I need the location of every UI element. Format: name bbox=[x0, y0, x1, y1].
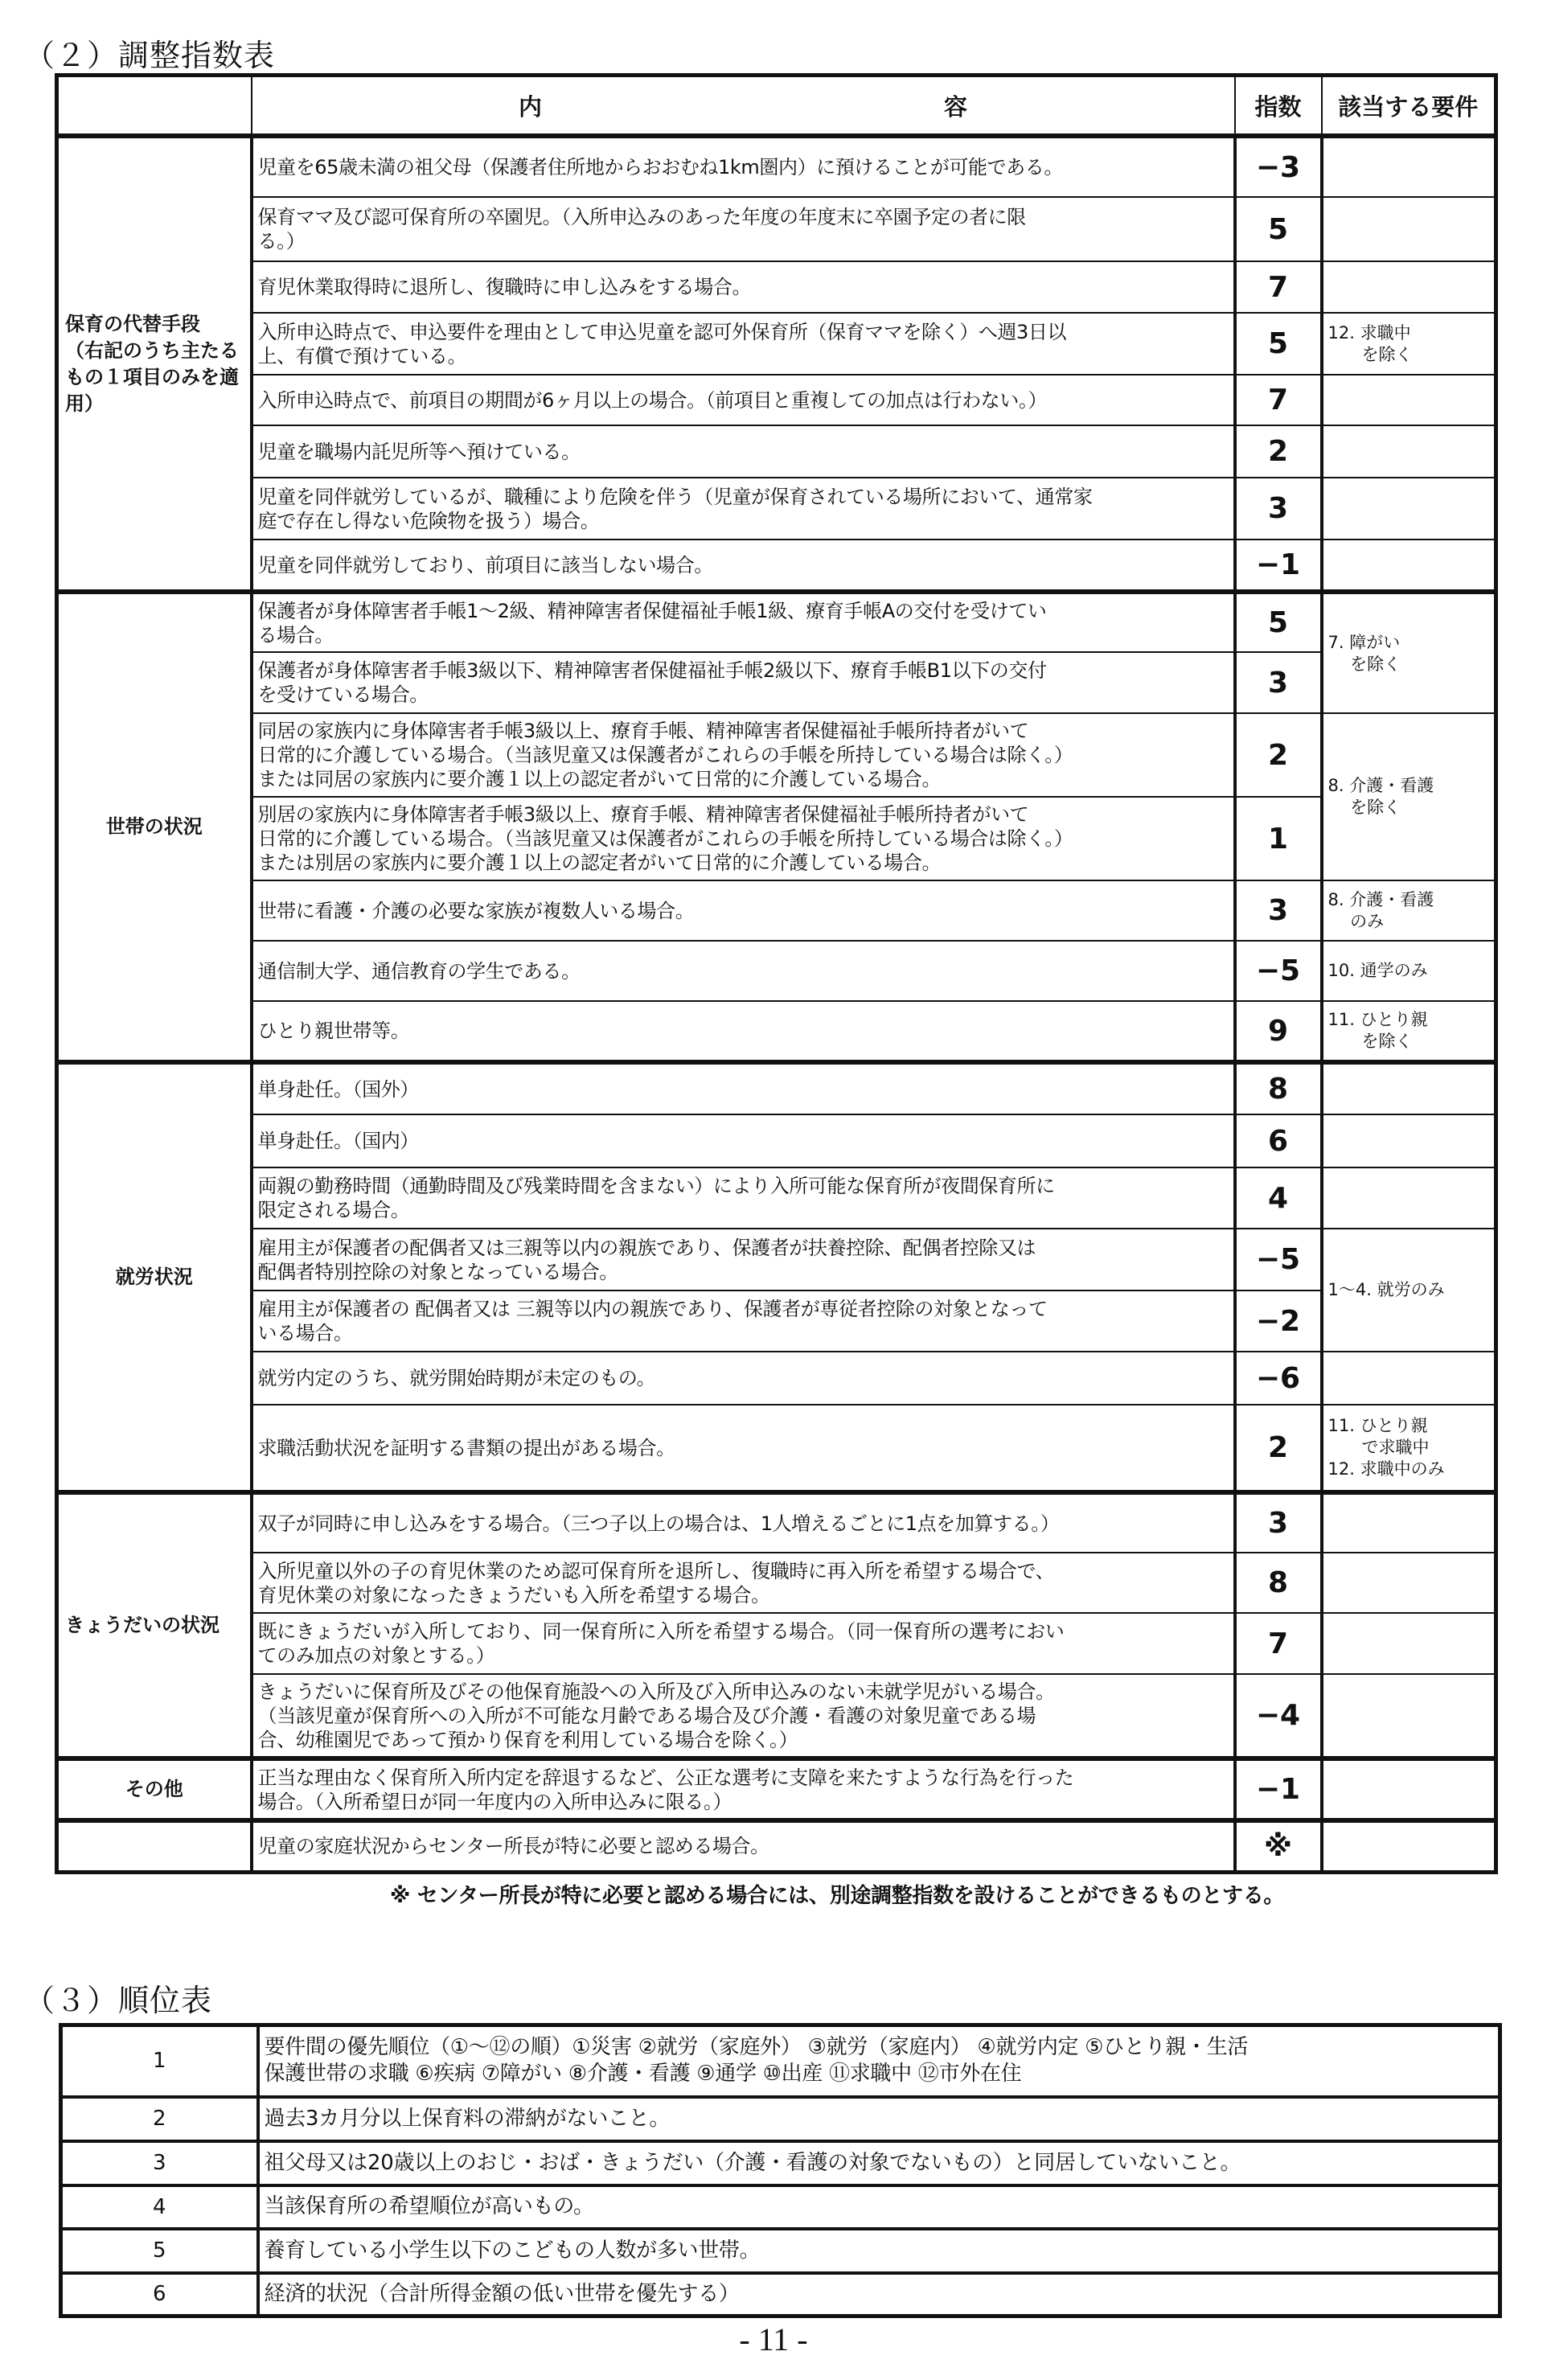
table-row bbox=[57, 1291, 1496, 1352]
row-index: 1 bbox=[1235, 797, 1322, 880]
table-row bbox=[57, 197, 1496, 261]
table-row bbox=[57, 1167, 1496, 1229]
row-content: 世帯に看護・介護の必要な家族が複数人いる場合。 bbox=[252, 880, 1235, 941]
table-row bbox=[57, 1405, 1496, 1492]
row-requirement bbox=[1322, 1352, 1496, 1405]
row-index: −4 bbox=[1235, 1674, 1322, 1758]
row-index: −1 bbox=[1235, 1758, 1322, 1820]
row-index: 3 bbox=[1235, 1492, 1322, 1553]
row-index: 7 bbox=[1235, 375, 1322, 425]
table-row bbox=[57, 261, 1496, 313]
row-content: 児童を職場内託児所等へ預けている。 bbox=[252, 425, 1235, 478]
row-index: 8 bbox=[1235, 1553, 1322, 1613]
row-content: 既にきょうだいが入所しており、同一保育所に入所を希望する場合。（同一保育所の選考におい てのみ加点の対象とする。） bbox=[252, 1613, 1235, 1674]
row-index: 5 bbox=[1235, 313, 1322, 375]
row-index: −5 bbox=[1235, 941, 1322, 1001]
table-row bbox=[61, 2273, 1500, 2316]
header-category bbox=[57, 76, 252, 137]
table-row bbox=[57, 713, 1496, 797]
row-content: 児童を同伴就労しているが、職種により危険を伴う（児童が保育されている場所において、通常家 庭で存在し得ない危険物を扱う）場合。 bbox=[252, 478, 1235, 540]
row-requirement: 8. 介護・看護 のみ bbox=[1322, 880, 1496, 941]
row-content: 保護者が身体障害者手帳3級以下、精神障害者保健福祉手帳2級以下、療育手帳B1以下の交付 を受けている場合。 bbox=[252, 652, 1235, 713]
row-index: 5 bbox=[1235, 592, 1322, 652]
row-content: 児童を65歳未満の祖父母（保護者住所地からおおむね1km圏内）に預けることが可能である。 bbox=[252, 136, 1235, 197]
table-row bbox=[57, 425, 1496, 478]
row-content: 別居の家族内に身体障害者手帳3級以上、療育手帳、精神障害者保健福祉手帳所持者がいて 日常的に介護している場合。（当該児童又は保護者がこれらの手帳を所持している場合は除く。） または別居の家族内に要介護１以上の認定者がいて日常的に介護している場合。 bbox=[252, 797, 1235, 880]
row-content: 単身赴任。（国外） bbox=[252, 1062, 1235, 1114]
row-requirement: 1～4. 就労のみ bbox=[1322, 1229, 1496, 1352]
adjustment-index-table bbox=[55, 73, 1498, 1874]
row-requirement bbox=[1322, 1114, 1496, 1167]
table-row bbox=[57, 375, 1496, 425]
table-row bbox=[57, 797, 1496, 880]
row-index: 5 bbox=[1235, 197, 1322, 261]
row-requirement bbox=[1322, 1167, 1496, 1229]
rank-number: 6 bbox=[61, 2273, 258, 2316]
row-content: きょうだいに保育所及びその他保育施設への入所及び入所申込みのない未就学児がいる場合。 （当該児童が保育所への入所が不可能な月齢である場合及び介護・看護の対象児童である場 合、幼稚園児であって預かり保育を利用している場合を除く。） bbox=[252, 1674, 1235, 1758]
header-content bbox=[252, 76, 1235, 137]
category-household: 世帯の状況 bbox=[57, 592, 252, 1062]
rank-text: 過去3カ月分以上保育料の滞納がないこと。 bbox=[258, 2097, 1500, 2141]
row-requirement bbox=[1322, 136, 1496, 197]
rank-table bbox=[59, 2023, 1502, 2318]
row-index: ※ bbox=[1235, 1820, 1322, 1872]
row-content: 児童を同伴就労しており、前項目に該当しない場合。 bbox=[252, 540, 1235, 592]
row-requirement bbox=[1322, 1758, 1496, 1820]
table-row bbox=[57, 941, 1496, 1001]
table-row bbox=[57, 1553, 1496, 1613]
table-row bbox=[57, 1613, 1496, 1674]
header-requirement: 該当する要件 bbox=[1322, 76, 1496, 137]
table-row bbox=[57, 652, 1496, 713]
header-content-right: 容 bbox=[944, 92, 968, 121]
row-requirement bbox=[1322, 1820, 1496, 1872]
table-row bbox=[57, 1758, 1496, 1820]
row-requirement bbox=[1322, 478, 1496, 540]
row-content: 入所児童以外の子の育児休業のため認可保育所を退所し、復職時に再入所を希望する場合で、 育児休業の対象になったきょうだいも入所を希望する場合。 bbox=[252, 1553, 1235, 1613]
table-row bbox=[57, 1062, 1496, 1114]
row-index: −5 bbox=[1235, 1229, 1322, 1291]
rank-number: 1 bbox=[61, 2025, 258, 2097]
table-row bbox=[57, 478, 1496, 540]
row-requirement: 10. 通学のみ bbox=[1322, 941, 1496, 1001]
row-content: 入所申込時点で、申込要件を理由として申込児童を認可外保育所（保育ママを除く）へ週3日以 上、有償で預けている。 bbox=[252, 313, 1235, 375]
row-index: 8 bbox=[1235, 1062, 1322, 1114]
row-index: −3 bbox=[1235, 136, 1322, 197]
row-requirement: 12. 求職中 を除く bbox=[1322, 313, 1496, 375]
row-content: 保護者が身体障害者手帳1～2級、精神障害者保健福祉手帳1級、療育手帳Aの交付を受けてい る場合。 bbox=[252, 592, 1235, 652]
row-content: 就労内定のうち、就労開始時期が未定のもの。 bbox=[252, 1352, 1235, 1405]
row-index: 6 bbox=[1235, 1114, 1322, 1167]
row-index: 2 bbox=[1235, 1405, 1322, 1492]
category-siblings: きょうだいの状況 bbox=[57, 1492, 252, 1758]
row-requirement bbox=[1322, 197, 1496, 261]
table-row bbox=[57, 136, 1496, 197]
category-childcare-alternative: 保育の代替手段 （右記のうち主たるもの１項目のみを適用） bbox=[57, 136, 252, 592]
table-row bbox=[57, 1001, 1496, 1062]
table-row bbox=[61, 2141, 1500, 2185]
row-index: 4 bbox=[1235, 1167, 1322, 1229]
table-header-row bbox=[57, 76, 1496, 137]
header-index: 指数 bbox=[1235, 76, 1322, 137]
section-title-rank: （３）順位表 bbox=[24, 1983, 213, 2018]
row-content: 雇用主が保護者の 配偶者又は 三親等以内の親族であり、保護者が専従者控除の対象となって いる場合。 bbox=[252, 1291, 1235, 1352]
table-row bbox=[61, 2025, 1500, 2097]
row-requirement bbox=[1322, 425, 1496, 478]
row-index: 7 bbox=[1235, 1613, 1322, 1674]
row-requirement bbox=[1322, 540, 1496, 592]
table-row bbox=[57, 592, 1496, 652]
row-index: 2 bbox=[1235, 425, 1322, 478]
rank-number: 5 bbox=[61, 2229, 258, 2273]
category-employment: 就労状況 bbox=[57, 1062, 252, 1492]
row-requirement bbox=[1322, 1553, 1496, 1613]
row-index: −6 bbox=[1235, 1352, 1322, 1405]
row-content: 雇用主が保護者の配偶者又は三親等以内の親族であり、保護者が扶養控除、配偶者控除又は 配偶者特別控除の対象となっている場合。 bbox=[252, 1229, 1235, 1291]
rank-text: 経済的状況（合計所得金額の低い世帯を優先する） bbox=[258, 2273, 1500, 2316]
row-content: 双子が同時に申し込みをする場合。（三つ子以上の場合は、1人増えるごとに1点を加算する。） bbox=[252, 1492, 1235, 1553]
row-index: 9 bbox=[1235, 1001, 1322, 1062]
row-requirement bbox=[1322, 1492, 1496, 1553]
row-content: 育児休業取得時に退所し、復職時に申し込みをする場合。 bbox=[252, 261, 1235, 313]
rank-text: 要件間の優先順位（①～⑫の順）①災害 ②就労（家庭外） ③就労（家庭内） ④就労内定 ⑤ひとり親・生活 保護世帯の求職 ⑥疾病 ⑦障がい ⑧介護・看護 ⑨通学 ⑩出産 ⑪求職中 ⑫市外在住 bbox=[258, 2025, 1500, 2097]
row-content: 両親の勤務時間（通勤時間及び残業時間を含まない）により入所可能な保育所が夜間保育所に 限定される場合。 bbox=[252, 1167, 1235, 1229]
row-requirement: 8. 介護・看護 を除く bbox=[1322, 713, 1496, 880]
table-row bbox=[57, 1492, 1496, 1553]
table-row bbox=[57, 540, 1496, 592]
row-index: 3 bbox=[1235, 652, 1322, 713]
table-row bbox=[61, 2097, 1500, 2141]
table-row bbox=[57, 1114, 1496, 1167]
row-content: ひとり親世帯等。 bbox=[252, 1001, 1235, 1062]
table-row bbox=[57, 313, 1496, 375]
row-index: 3 bbox=[1235, 880, 1322, 941]
table-row bbox=[57, 1352, 1496, 1405]
row-index: −2 bbox=[1235, 1291, 1322, 1352]
category-special bbox=[57, 1820, 252, 1872]
row-index: −1 bbox=[1235, 540, 1322, 592]
row-requirement bbox=[1322, 1062, 1496, 1114]
table-row bbox=[57, 1229, 1496, 1291]
row-content: 通信制大学、通信教育の学生である。 bbox=[252, 941, 1235, 1001]
row-requirement bbox=[1322, 261, 1496, 313]
header-content-left: 内 bbox=[518, 92, 542, 121]
row-content: 正当な理由なく保育所入所内定を辞退するなど、公正な選考に支障を来たすような行為を行った 場合。（入所希望日が同一年度内の入所申込みに限る。） bbox=[252, 1758, 1235, 1820]
row-content: 単身赴任。（国内） bbox=[252, 1114, 1235, 1167]
row-content: 保育ママ及び認可保育所の卒園児。（入所申込みのあった年度の年度末に卒園予定の者に限 る。） bbox=[252, 197, 1235, 261]
rank-text: 当該保育所の希望順位が高いもの。 bbox=[258, 2185, 1500, 2229]
table-row bbox=[57, 1674, 1496, 1758]
row-requirement: 11. ひとり親 を除く bbox=[1322, 1001, 1496, 1062]
table-row bbox=[61, 2185, 1500, 2229]
page-number: - 11 - bbox=[739, 2321, 808, 2357]
rank-text: 養育している小学生以下のこどもの人数が多い世帯。 bbox=[258, 2229, 1500, 2273]
row-requirement: 11. ひとり親 で求職中 12. 求職中のみ bbox=[1322, 1405, 1496, 1492]
table-row bbox=[61, 2229, 1500, 2273]
table-row bbox=[57, 1820, 1496, 1872]
row-content: 児童の家庭状況からセンター所長が特に必要と認める場合。 bbox=[252, 1820, 1235, 1872]
row-requirement bbox=[1322, 1674, 1496, 1758]
row-index: 2 bbox=[1235, 713, 1322, 797]
section-title-adjustment: （２）調整指数表 bbox=[24, 38, 276, 73]
rank-number: 2 bbox=[61, 2097, 258, 2141]
rank-text: 祖父母又は20歳以上のおじ・おば・きょうだい（介護・看護の対象でないもの）と同居していないこと。 bbox=[258, 2141, 1500, 2185]
row-content: 求職活動状況を証明する書類の提出がある場合。 bbox=[252, 1405, 1235, 1492]
row-requirement bbox=[1322, 375, 1496, 425]
row-requirement bbox=[1322, 1613, 1496, 1674]
row-content: 同居の家族内に身体障害者手帳3級以上、療育手帳、精神障害者保健福祉手帳所持者がいて 日常的に介護している場合。（当該児童又は保護者がこれらの手帳を所持している場合は除く。） または同居の家族内に要介護１以上の認定者がいて日常的に介護している場合。 bbox=[252, 713, 1235, 797]
footnote: ※ センター所長が特に必要と認める場合には、別途調整指数を設けることができるものとする。 bbox=[390, 1884, 1285, 1908]
rank-number: 4 bbox=[61, 2185, 258, 2229]
row-index: 7 bbox=[1235, 261, 1322, 313]
table-row bbox=[57, 880, 1496, 941]
row-index: 3 bbox=[1235, 478, 1322, 540]
category-other: その他 bbox=[57, 1758, 252, 1820]
row-content: 入所申込時点で、前項目の期間が6ヶ月以上の場合。（前項目と重複しての加点は行わない。） bbox=[252, 375, 1235, 425]
row-requirement: 7. 障がい を除く bbox=[1322, 592, 1496, 713]
rank-number: 3 bbox=[61, 2141, 258, 2185]
